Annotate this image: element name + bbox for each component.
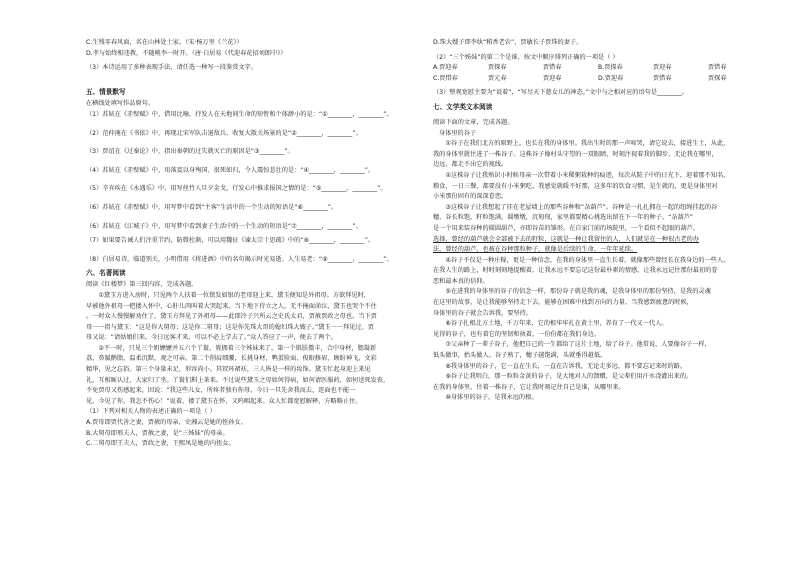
fill-item: （5）辛弃疾在《永遇乐》中，用写丝竹人旦夕金戈，行发心中推求报国之情的是：“⑤________，________”。 — [86, 185, 387, 193]
article-line: ③这株谷子让我想起了挂在老屋墙上的那些谷种和“杂葫芦”。谷种是一扎扎拥在一起的纽绳挂起的谷 — [433, 203, 718, 211]
fill-item: （6）苏轼在《赤壁赋》中，用写梦中看到“主客”生活中的一个生动的短语是“⑥________”。 — [86, 203, 338, 211]
section-7-intro: 阅读下面的文章，完成各题。 — [433, 118, 514, 126]
article-line: ⑨谷子让我明白，那一粒粒金黄的谷子，是大地对人的馈赠，是父辈们用汗水浇灌出来的。 — [433, 373, 693, 381]
article-line: ④谷子不仅是一种庄稼，更是一种信念，在我的身体里一直生长着，就像那些曾经长在我身边的一些人， — [433, 256, 730, 264]
fill-item: （6）苏轼在《江城子》中，用写梦中看到妻子生活中的一个生动的短语是“⑦________，________”。 — [86, 222, 362, 230]
option-d-line: D.孝与始终相违教，不随桃李一时开。（唐·白居易《代迎春花招刘郎中》） — [86, 49, 287, 57]
option-text: C.贾惜春 — [433, 74, 458, 82]
option-text: 贾惜春 — [543, 64, 562, 72]
option-text: 贾迎春 — [653, 64, 672, 72]
question-3: （3）本诗运用了多种表现手法，请任选一种写一段鉴赏文字。 — [86, 64, 257, 72]
fill-item: （8）白居易诗，临道别关，小明借用《将进酒》中的名句揭示时光易逝、人生易老：“⑨________，________”。 — [86, 255, 393, 263]
fill-item: （3）贾谊在《过秦论》中，指出秦朝的过失就灭亡的原因是“③________”。 — [86, 148, 294, 156]
option-text: A.贾迎春 — [433, 64, 458, 72]
option-text: 贾元春 — [488, 74, 507, 82]
article-title: 身体里的谷子 — [439, 129, 477, 137]
section-5-title: 五、情景默写 — [86, 88, 126, 97]
option-c-line: C.生残零春风面，名在山林处士家。（宋·杨万里《兰花》） — [86, 39, 243, 46]
article-line: 小米那份固有的深深眷恋。 — [433, 193, 508, 201]
article-line: ⑥谷子扎根北方土地，千万年来，它的根牢牢扎在黄土里，养育了一代又一代人。 — [433, 320, 668, 328]
passage-line: 见，今见了你，我怎不伤心！”说着，搂了黛玉在怀，又呜咽起来。众人忙都宽慰解释，方略略止住。 — [86, 397, 362, 405]
passage-line: 精华，见之忘俗。第三个身量未足，形容尚小。其钗环裙袄，三人皆是一样的妆饰。黛玉忙起身迎上来见 — [86, 366, 371, 374]
passage-line: ②不一时，只见三个奶嬷嬷并五六个丫鬟，簇拥着三个姊妹来了。第一个肌肤微丰，合中身材，腮凝新 — [86, 344, 377, 352]
question-3: （3）整观宽慰主要为“说着”，“写尽天下慈女儿的神态。”文中与之相对应的语句是________。 — [433, 89, 688, 97]
mc-question-1: （1）下列对相关人物的表述正确的一项是（ ） — [86, 408, 216, 416]
article-line: ⑩身体里的谷子，是我永远的根。 — [433, 394, 538, 402]
passage-line: 荔，鼻腻鹅脂，温柔沉默，观之可亲。第二个削肩细腰，长挑身材，鸭蛋脸面，俊眼修眉，顾盼神飞，文彩 — [86, 355, 377, 363]
article-line: 在这里的故事，是让我能够坚持走下去，能够在困难中找到方向的力量。当我感到疲惫的时候， — [433, 299, 693, 307]
option-text: 贾探春 — [488, 64, 507, 72]
article-line: 恋和最本真的信仰。 — [433, 277, 489, 285]
mc-options-row — [433, 63, 763, 74]
article-line: ⑧我身体里的谷子，它一直在生长，一直在告诉我，无论走多远，都不要忘记来时的路。 — [433, 362, 687, 370]
option-text: 贾迎春 — [543, 74, 562, 82]
article-line: 在我人生的路上，时时刻刻地提醒着，让我永远不要忘记这份最朴素的情感，让我永远记住那份最初的眷 — [433, 267, 718, 275]
mc-options-row — [433, 74, 763, 85]
section-6-title: 六、名著阅读 — [86, 269, 126, 278]
article-line: 边远、都走不出它的视线。 — [433, 161, 508, 169]
article-line: 是一个用来装谷种的圆圆葫芦，亦即谷苗的雏形。在自家门前的场院里，一个看似不起眼的葫芦， — [433, 224, 700, 232]
right-column — [433, 38, 763, 404]
fill-item: （2）范仲淹在《书依》中，再现北宋军队击退敌兵、收复大散关场景的是“②________，________”。 — [86, 129, 362, 137]
option-text: 贾探春 — [708, 74, 727, 82]
left-column — [86, 38, 416, 450]
article-line: 见得的谷子，也有着它的坚韧和执着，一份份都在我们身边。 — [433, 330, 601, 338]
passage-line: 母一一指与黛玉：“这是你大舅母；这是你二舅母；这是你先珠大哥的媳妇珠大嫂子。”黛玉一一拜见过。贾 — [86, 323, 374, 331]
mc-option: A.贾母即贾代善之妻，贾赦的母亲，史湘云是她的侄孙女。 — [86, 419, 247, 427]
option-text: 贾惜春 — [708, 64, 727, 72]
passage-line: 。一时众人慢慢解劝住了，黛玉方拜见了外祖母——此即冷子兴所云之史氏太君，贾赦贾政之母也。当下贾 — [86, 313, 377, 321]
mc-option: C.二舅母即王夫人，贾政之妻，王熙凤是她的内侄女。 — [86, 440, 235, 448]
article-line: 低头做事，抬头做人。谷子熟了，穗子越饱满，头就垂得越低。 — [433, 352, 607, 360]
passage-line: 礼，互相厮认过，大家归了坐。丫鬟们斟上茶来。不过说些黛玉之母如何得病，如何请医服药，如何送死发丧。 — [86, 376, 390, 384]
answer-space — [86, 74, 416, 85]
option-text: 贾惜春 — [653, 74, 672, 82]
fill-item: （1）苏轼在《赤壁赋》中，借用比喻，抒发人在天地间生命的短暂和个体渺小的是：“①________，________”。 — [86, 110, 393, 118]
article-line: 在我的身体里，住着一株谷子，它让我时刻记住自己是谁，从哪里来。 — [433, 383, 625, 391]
passage-line: 母又说：“请姑娘们来。今日远客才来，可以不必上学去了。”众人答应了一声，便去了两个。 — [86, 334, 337, 342]
mc-question-2: （2）“三个姊妹”的第二个是谁，按文中顺序排列正确的一项是（ ） — [433, 53, 619, 61]
article-line: 身体里的谷子就会告诉我，要坚持。 — [433, 309, 532, 317]
fill-item: （7）如果要告诫人们注重节约，防微杜渐，可以用魏征《谏太宗十思疏》中的“⑧________，________”。 — [86, 237, 375, 245]
option-text: B.贾探春 — [598, 64, 623, 72]
article-line: ⑤在进我的身体里的谷子的信念一样，那份谷子就是我的魂，是我身体里的那份坚持，是我的灵魂 — [433, 288, 711, 296]
passage-line: 早被他外祖母一把搂入怀中，心肝儿肉叫着大哭起来。当下地下侍立之人，无不掩面涕泣，黛玉也哭个不住 — [86, 302, 377, 310]
article-line: ⑦父亲种了一辈子谷子，他把自己的一生都给了这片土地，给了谷子。他常说，人要像谷子一样， — [433, 341, 711, 349]
option-text: D.贾迎春 — [598, 74, 624, 82]
article-line: ②这株谷子让我熟识小时候母亲一次带着小米稀粥栽种的痕迹，每次从院子中的日光下，迎着那不知名， — [433, 171, 730, 179]
article-line-underlined: 法，曾经的葫芦、也被在谷种那粒种子，就像是后续的生命，一年年延续。 — [433, 246, 638, 254]
section-5-intro: 在横线处填写作品原句。 — [86, 100, 155, 108]
mc-option: B.大舅母即邢夫人，贾赦之妻，是“三姊妹”的母亲。 — [86, 429, 229, 437]
section-7-title: 七、文学类文本阅读 — [433, 102, 493, 111]
section-6-intro: 阅读《红楼梦》第三回内容，完成各题。 — [86, 281, 198, 289]
passage-line: ①黛玉方进入房时，只见两个人扶着一位鬓发如银的老母迎上来，黛玉便知是外祖母。方欲拜见时， — [86, 291, 370, 299]
fill-item: （4）苏轼在《赤壁赋》中，用落寞以身殉国、很死如归，令人震惊悲壮的是：“④________，________”。 — [86, 166, 375, 174]
article-line: 粮食，一日三餐，都要没有小米粥吃，我感觉就暖不好那，这多年的饮食习惯，是生就的，更是身体里对 — [433, 182, 718, 190]
article-line: 穗，谷长粒饱，籽粒饱满，圆墩墩，沉甸甸，家里都要精心挑选出留在下一年的种子。“杂葫芦” — [433, 214, 694, 222]
article-line-underlined: 选择，曾经的葫芦就会全部被下去的籽粒，这就是一种让我留住的人，人们就是在一种很古老的办 — [433, 235, 700, 243]
passage-line: 不免贾母又伤感起来。因说：“我这些儿女，所疼者独有你母，今日一旦先舍我而去，连面也不能一 — [86, 387, 356, 395]
article-line: ①谷子在我们北方的原野上，也长在我的身体里。我出生时的那一声啼哭，请它说去，接进生土，从此， — [433, 140, 730, 148]
article-line: 我的身体里就住进了一株谷子。这株谷子像村头守望的一双眼睛，时刻注视着我的脚步，无论我在哪里， — [433, 150, 718, 158]
mc-option: D.珠大嫂子即李纨“稻香老农”，贾敏长子贾珠的妻子。 — [433, 39, 583, 46]
